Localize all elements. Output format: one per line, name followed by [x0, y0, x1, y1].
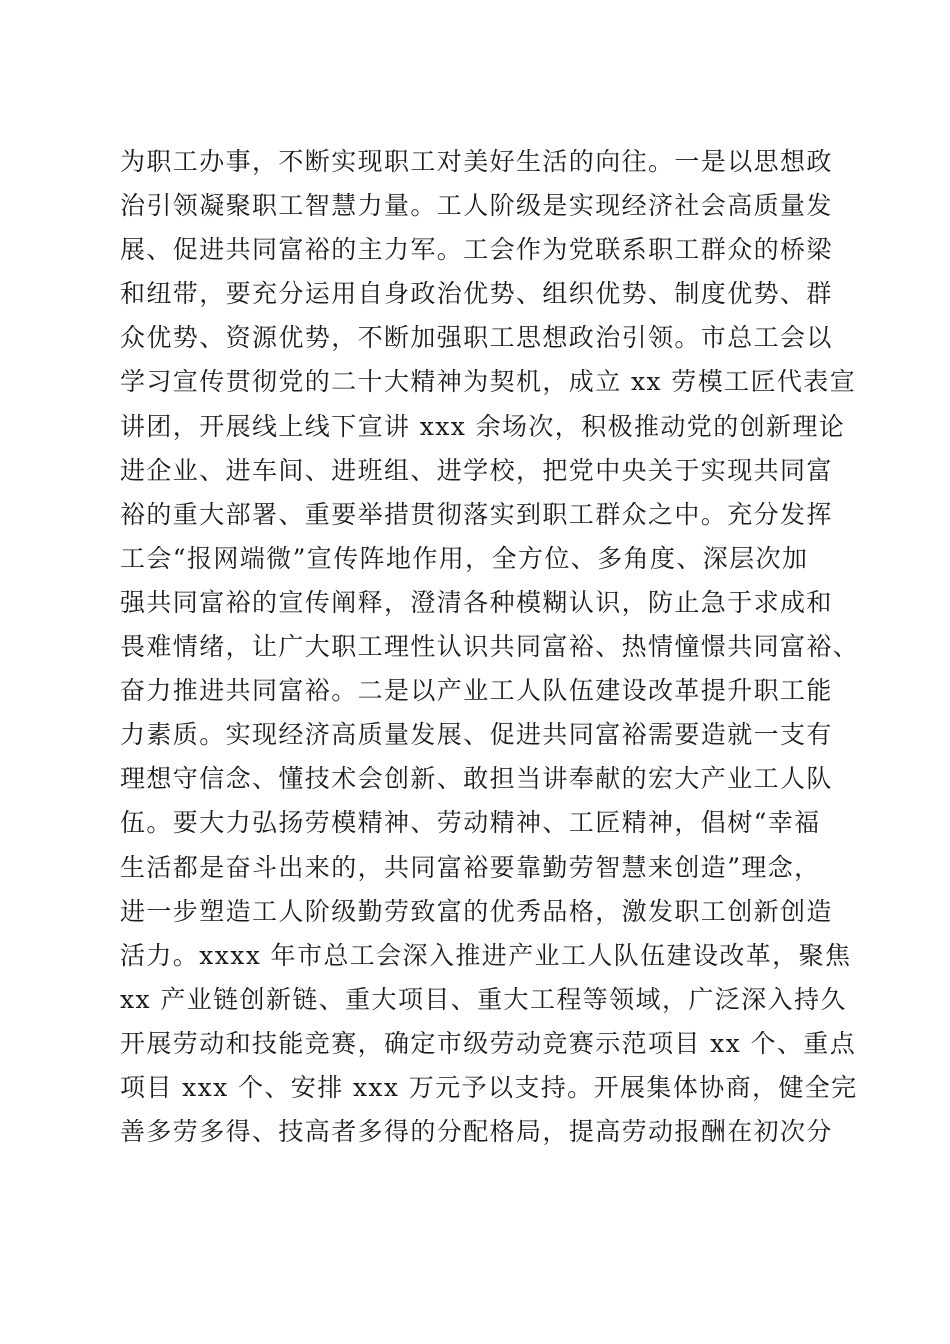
text-line: 讲团，开展线上线下宣讲 xxx 余场次，积极推动党的创新理论 — [120, 411, 846, 441]
text-line: xx 产业链创新链、重大项目、重大工程等领域，广泛深入持久 — [120, 984, 847, 1014]
text-line: 治引领凝聚职工智慧力量。工人阶级是实现经济社会高质量发 — [120, 191, 833, 221]
text-line: 进企业、进车间、进班组、进学校，把党中央关于实现共同富 — [120, 455, 833, 485]
text-line: 工会“报网端微”宣传阵地作用，全方位、多角度、深层次加 — [120, 543, 809, 573]
text-line: 生活都是奋斗出来的，共同富裕要靠勤劳智慧来创造”理念， — [120, 852, 821, 882]
text-line: 进一步塑造工人阶级勤劳致富的优秀品格，激发职工创新创造 — [120, 896, 833, 926]
text-line: 开展劳动和技能竞赛，确定市级劳动竞赛示范项目 xx 个、重点 — [120, 1028, 857, 1058]
text-line: 项目 xxx 个、安排 xxx 万元予以支持。开展集体协商，健全完 — [120, 1072, 858, 1102]
text-line: 和纽带，要充分运用自身政治优势、组织优势、制度优势、群 — [120, 279, 833, 309]
text-line: 裕的重大部署、重要举措贯彻落实到职工群众之中。充分发挥 — [120, 499, 833, 529]
text-line: 理想守信念、懂技术会创新、敢担当讲奉献的宏大产业工人队 — [120, 764, 833, 794]
text-line: 伍。要大力弘扬劳模精神、劳动精神、工匠精神，倡树“幸福 — [120, 808, 821, 838]
text-line: 为职工办事，不断实现职工对美好生活的向往。一是以思想政 — [120, 147, 833, 176]
text-line: 畏难情绪，让广大职工理性认识共同富裕、热情憧憬共同富裕、 — [120, 632, 860, 662]
text-line: 学习宣传贯彻党的二十大精神为契机，成立 xx 劳模工匠代表宣 — [120, 367, 857, 397]
text-line: 善多劳多得、技高者多得的分配格局，提高劳动报酬在初次分 — [120, 1117, 833, 1147]
text-line: 强共同富裕的宣传阐释，澄清各种模糊认识，防止急于求成和 — [120, 587, 833, 617]
text-line: 众优势、资源优势，不断加强职工思想政治引领。市总工会以 — [120, 323, 833, 353]
text-line: 奋力推进共同富裕。二是以产业工人队伍建设改革提升职工能 — [120, 676, 833, 706]
text-line: 展、促进共同富裕的主力军。工会作为党联系职工群众的桥梁 — [120, 235, 833, 265]
text-line: 活力。xxxx 年市总工会深入推进产业工人队伍建设改革，聚焦 — [120, 940, 852, 970]
body-text — [120, 140, 860, 1154]
text-line: 力素质。实现经济高质量发展、促进共同富裕需要造就一支有 — [120, 720, 833, 750]
